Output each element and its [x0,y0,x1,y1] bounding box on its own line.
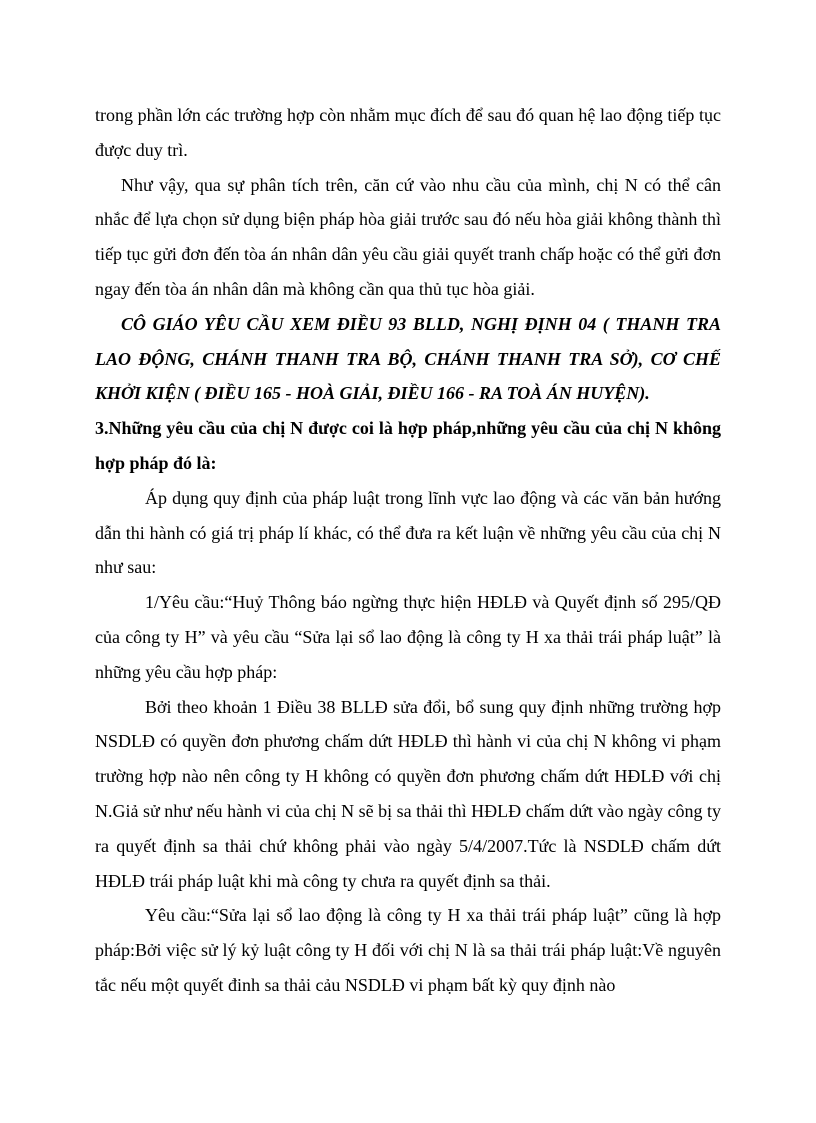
paragraph-request-2: Yêu cầu:“Sửa lại sổ lao động là công ty H xa thải trái pháp luật” cũng là hợp pháp:Bởi việc sử lý kỷ luật công ty H đối với chị N là sa thải trái pháp luật:Về nguyên tắc nếu một quyết đinh sa thải cảu NSDLĐ vi phạm bất kỳ quy định nào [95,905,721,995]
paragraph-continuation: trong phần lớn các trường hợp còn nhằm mục đích để sau đó quan hệ lao động tiếp tục được duy trì. [95,105,721,160]
paragraph-conclusion: Như vậy, qua sự phân tích trên, căn cứ vào nhu cầu của mình, chị N có thể cân nhắc để lựa chọn sử dụng biện pháp hòa giải trước sau đó nếu hòa giải không thành thì tiếp tục gửi đơn đến tòa án nhân dân yêu cầu giải quyết tranh chấp hoặc có thể gửi đơn ngay đến tòa án nhân dân mà không cần qua thủ tục hòa giải. [95,174,721,299]
paragraph-reasoning: Bởi theo khoản 1 Điều 38 BLLĐ sửa đổi, bổ sung quy định những trường hợp NSDLĐ có quyền đơn phương chấm dứt HĐLĐ thì hành vi của chị N không vi phạm trường hợp nào nên công ty H không có quyền đơn phương chấm dứt HĐLĐ với chị N.Giả sử như nếu hành vi của chị N sẽ bị sa thải thì HĐLĐ chấm dứt vào ngày công ty ra quyết định sa thải chứ không phải vào ngày 5/4/2007.Tức là NSDLĐ chấm dứt HĐLĐ trái pháp luật khi mà công ty chưa ra quyết định sa thải. [95,696,721,891]
paragraph-request-1: 1/Yêu cầu:“Huỷ Thông báo ngừng thực hiện HĐLĐ và Quyết định số 295/QĐ của công ty H” và yêu cầu “Sửa lại sổ lao động là công ty H xa thải trái pháp luật” là những yêu cầu hợp pháp: [95,592,721,682]
paragraph-intro: Áp dụng quy định của pháp luật trong lĩnh vực lao động và các văn bản hướng dẫn thi hành có giá trị pháp lí khác, có thể đưa ra kết luận về những yêu cầu của chị N như sau: [95,487,721,578]
teacher-note: CÔ GIÁO YÊU CẦU XEM ĐIỀU 93 BLLD, NGHỊ ĐỊNH 04 ( THANH TRA LAO ĐỘNG, CHÁNH THANH TRA BỘ, CHÁNH THANH TRA SỞ), CƠ CHẾ KHỞI KIỆN ( ĐIỀU 165 - HOÀ GIẢI, ĐIỀU 166 - RA TOÀ ÁN HUYỆN). [95,313,721,404]
document-page [95,98,721,1003]
section-heading: 3.Những yêu cầu của chị N được coi là hợp pháp,những yêu cầu của chị N không hợp pháp đó là: [95,418,721,473]
